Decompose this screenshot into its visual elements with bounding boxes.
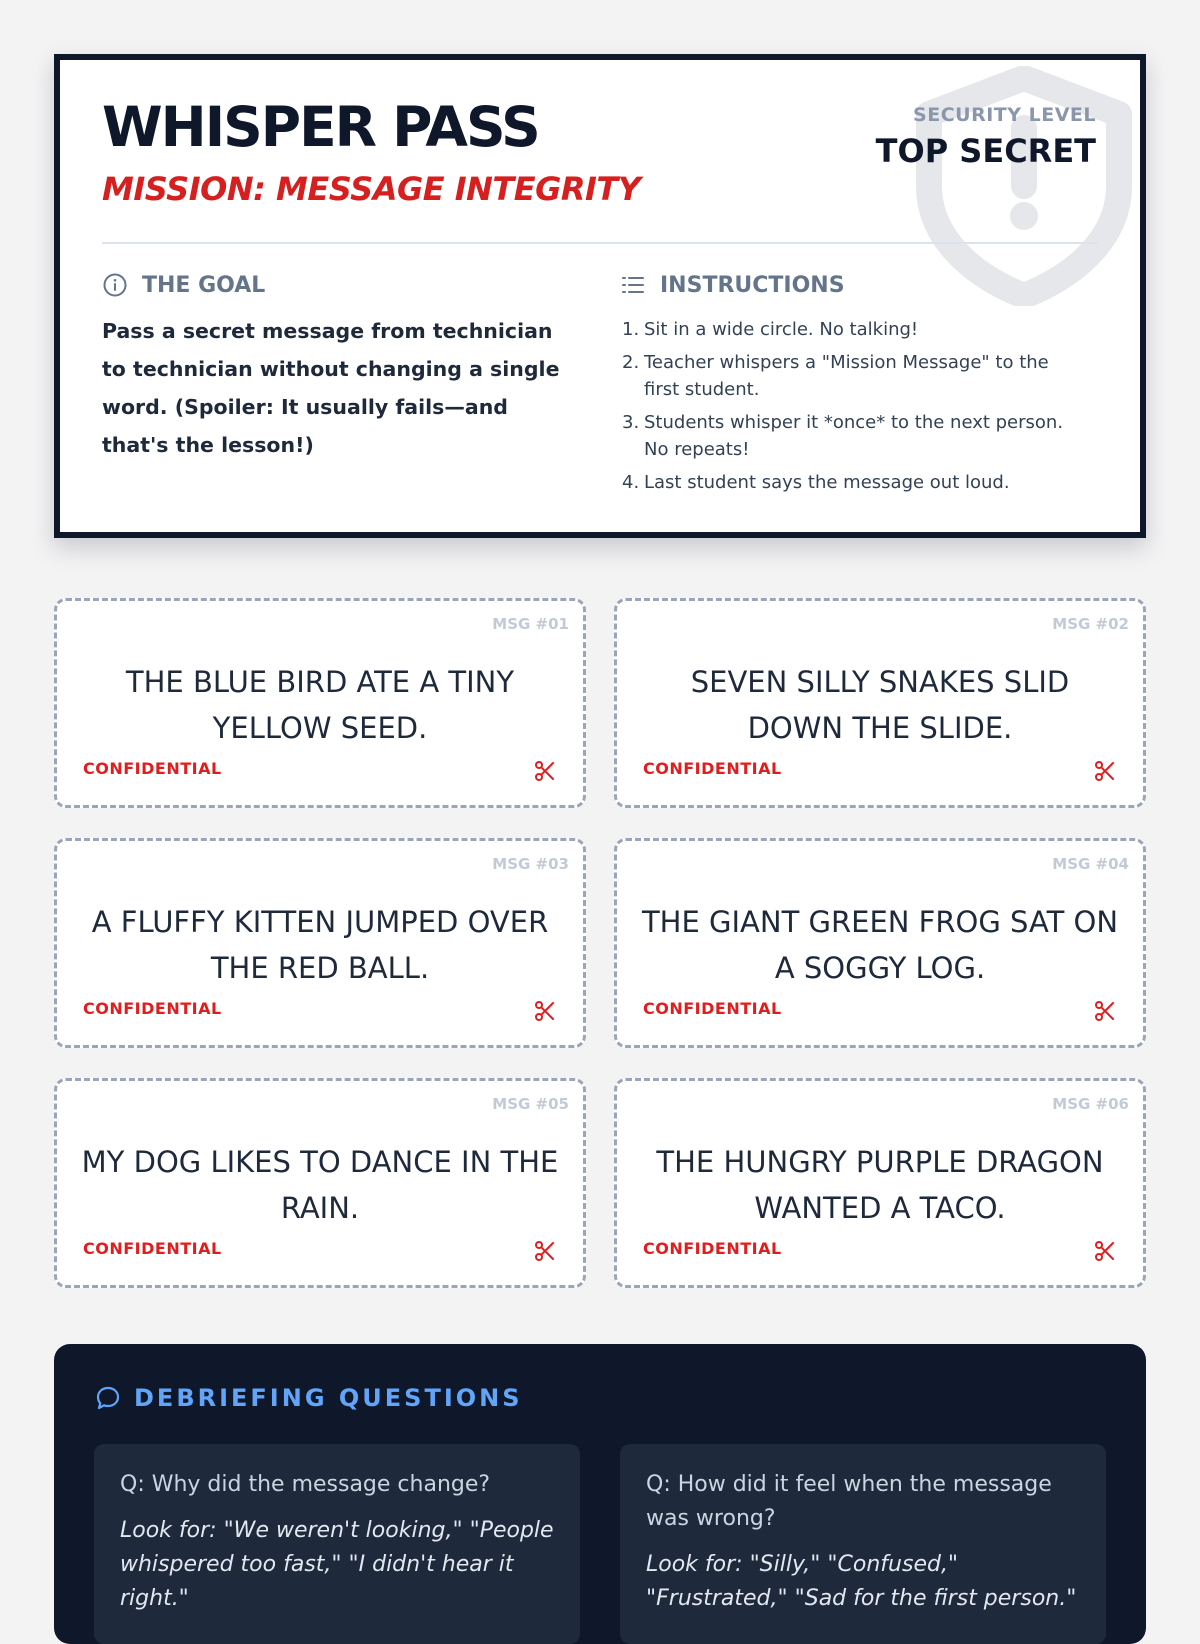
info-icon [102,272,128,298]
mission-subtitle: MISSION: MESSAGE INTEGRITY [102,170,641,208]
message-id: MSG #02 [1052,615,1129,633]
message-text: MY DOG LIKES TO DANCE IN THE RAIN. [81,1145,559,1225]
page-title: WHISPER PASS [102,95,539,159]
debriefing-panel [54,1344,1146,1644]
scissors-icon[interactable] [1093,759,1117,783]
question-card [94,1444,580,1644]
instructions-heading-label: INSTRUCTIONS [660,272,845,298]
message-card[interactable] [54,838,586,1048]
message-card[interactable] [614,598,1146,808]
instructions-heading [620,272,845,298]
message-text: THE GIANT GREEN FROG SAT ON A SOGGY LOG. [641,905,1119,985]
message-card[interactable] [54,598,586,808]
confidential-label: CONFIDENTIAL [83,759,222,778]
scissors-icon[interactable] [533,1239,557,1263]
question-look-for: Look for: "We weren't looking," "People whispered too fast," "I didn't hear it right." [120,1518,554,1611]
security-level-value: TOP SECRET [875,132,1096,170]
question-text: Q: Why did the message change? [120,1472,491,1497]
debriefing-heading-label: DEBRIEFING QUESTIONS [134,1384,523,1412]
list-item: 4. Last student says the message out loud. [622,472,1010,493]
confidential-label: CONFIDENTIAL [83,999,222,1018]
list-icon [620,272,646,298]
confidential-label: CONFIDENTIAL [643,1239,782,1258]
goal-heading-label: THE GOAL [142,272,266,298]
list-item: 1. Sit in a wide circle. No talking! [622,319,919,340]
message-id: MSG #04 [1052,855,1129,873]
message-text: SEVEN SILLY SNAKES SLID DOWN THE SLIDE. [690,665,1070,745]
header-divider [102,242,1098,244]
message-card[interactable] [614,1078,1146,1288]
confidential-label: CONFIDENTIAL [83,1239,222,1258]
scissors-icon[interactable] [533,999,557,1023]
message-text: THE BLUE BIRD ATE A TINY YELLOW SEED. [125,665,515,745]
goal-heading [102,272,265,298]
security-level-label: SECURITY LEVEL [913,104,1096,126]
mission-header-card [54,54,1146,538]
goal-description: Pass a secret message from technician to technician without changing a single word. (Spoiler: It usually fails—and that's the lesson!) [102,319,560,457]
list-item: 3. Students whisper it *once* to the next person. No repeats! [622,412,1064,460]
message-text: A FLUFFY KITTEN JUMPED OVER THE RED BALL. [91,905,549,985]
debriefing-heading [94,1384,523,1412]
message-card[interactable] [54,1078,586,1288]
message-text: THE HUNGRY PURPLE DRAGON WANTED A TACO. [656,1145,1104,1225]
list-item: 2. Teacher whispers a "Mission Message" to the first student. [622,352,1049,400]
message-id: MSG #06 [1052,1095,1129,1113]
chat-bubble-icon [94,1384,122,1412]
scissors-icon[interactable] [1093,999,1117,1023]
shield-alert-icon [914,66,1134,306]
message-id: MSG #03 [492,855,569,873]
message-id: MSG #01 [492,615,569,633]
question-card [620,1444,1106,1644]
question-text: Q: How did it feel when the message was wrong? [646,1472,1052,1531]
message-id: MSG #05 [492,1095,569,1113]
scissors-icon[interactable] [533,759,557,783]
confidential-label: CONFIDENTIAL [643,759,782,778]
instructions-list [622,316,1082,502]
question-look-for: Look for: "Silly," "Confused," "Frustrated," "Sad for the first person." [646,1552,1077,1611]
scissors-icon[interactable] [1093,1239,1117,1263]
message-card[interactable] [614,838,1146,1048]
confidential-label: CONFIDENTIAL [643,999,782,1018]
